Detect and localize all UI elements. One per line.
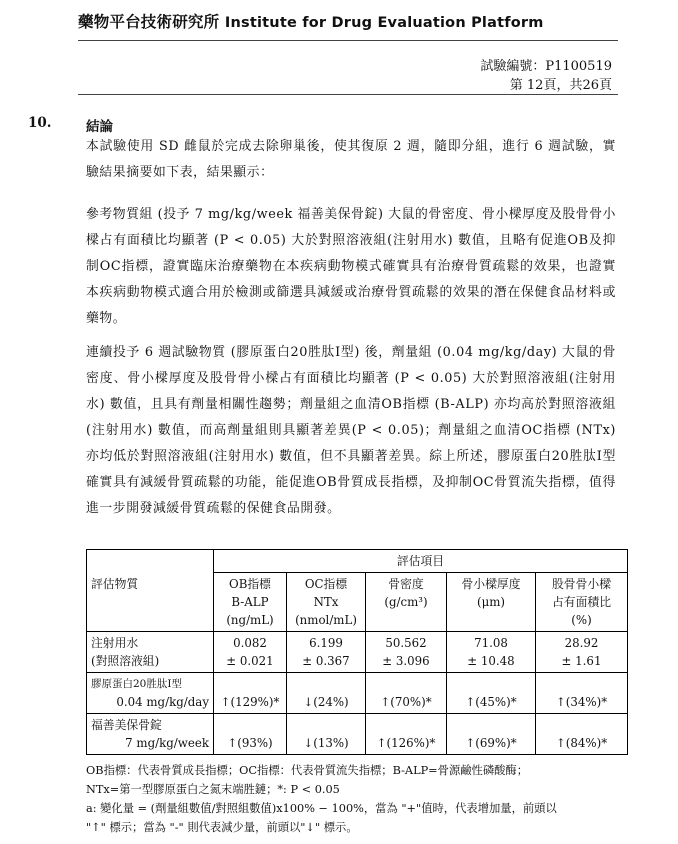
footnote-line: NTx=第一型膠原蛋白之氮末端胜鏈；*: P < 0.05: [86, 783, 340, 796]
table-row-label: 注射用水 (對照溶液組): [87, 632, 214, 673]
table-cell: 6.199 ± 0.367: [287, 632, 366, 673]
table-col-header: OC指標 NTx (nmol/mL): [287, 573, 366, 632]
footnote-line: OB指標：代表骨質成長指標；OC指標：代表骨質流失指標；B-ALP=骨源鹼性磷酸酶；: [86, 764, 529, 777]
table-col-header: 股骨骨小樑 占有面積比 (%): [536, 573, 628, 632]
table-cell: 50.562 ± 3.096: [366, 632, 447, 673]
table-cell: ↓(24%): [287, 673, 366, 714]
table-row-label: 福善美保骨錠 7 mg/kg/week: [87, 714, 214, 755]
footnote-line: "↑" 標示；當為 "-" 則代表減少量，前頭以"↓" 標示。: [86, 821, 358, 834]
table-cell: ↑(129%)*: [214, 673, 287, 714]
table-cell: ↑(93%): [214, 714, 287, 755]
subheader-divider: [78, 94, 618, 95]
table-cell: ↓(13%): [287, 714, 366, 755]
paragraph-intro: 本試驗使用 SD 雌鼠於完成去除卵巢後，使其復原 2 週，隨即分組，進行 6 週試驗，實驗結果摘要如下表，結果顯示：: [86, 139, 616, 180]
results-table: [86, 549, 628, 755]
report-id: 試驗編號：P1100519: [480, 59, 612, 74]
table-cell: ↑(70%)*: [366, 673, 447, 714]
table-cell: 0.082 ± 0.021: [214, 632, 287, 673]
paragraph-reference-group: 參考物質組 (投予 7 mg/kg/week 福善美保骨錠) 大鼠的骨密度、骨小樑厚度及股骨骨小樑占有面積比均顯著 (P < 0.05) 大於對照溶液組(注射用水) 數值，且略有促進OB及抑制OC指標，證實臨床治療藥物在本疾病動物模式確實具有治療骨質疏鬆的效果，也證實本疾病動物模式適合用於檢測或篩選具減緩或治療骨質疏鬆的效果的潛在保健食品材料或藥物。: [86, 207, 616, 326]
footnote-line: a: 變化量 = (劑量組數值/對照組數值)x100% − 100%，當為 "+"值時，代表增加量，前頭以: [86, 802, 557, 815]
section-number: 10.: [28, 115, 52, 131]
table-row-label: 膠原蛋白20胜肽I型 0.04 mg/kg/day: [87, 673, 214, 714]
table-row: [87, 632, 628, 673]
table-row-header: 評估物質: [87, 573, 214, 632]
table-corner-cell: [87, 550, 214, 573]
table-cell: ↑(45%)*: [447, 673, 536, 714]
table-group-row: [87, 550, 628, 573]
table-cell: 71.08 ± 10.48: [447, 632, 536, 673]
table-cell: ↑(84%)*: [536, 714, 628, 755]
table-cell: 28.92 ± 1.61: [536, 632, 628, 673]
table-row: [87, 673, 628, 714]
table-footnotes: [86, 761, 626, 837]
institute-title-zh: 藥物平台技術研究所: [78, 12, 220, 31]
page-header: [78, 10, 618, 32]
institute-title-en: Institute for Drug Evaluation Platform: [224, 15, 544, 31]
table-cell: ↑(34%)*: [536, 673, 628, 714]
page-number: 第 12頁，共26頁: [509, 78, 612, 93]
table-cell: ↑(69%)*: [447, 714, 536, 755]
table-col-header: 骨密度 (g/cm³): [366, 573, 447, 632]
header-divider: [78, 40, 618, 41]
table-col-header: OB指標 B-ALP (ng/mL): [214, 573, 287, 632]
institute-title: [78, 12, 544, 31]
section-title: 結論: [86, 119, 113, 135]
paragraph-test-group: 連續投予 6 週試驗物質 (膠原蛋白20胜肽I型) 後，劑量組 (0.04 mg/kg/day) 大鼠的骨密度、骨小樑厚度及股骨骨小樑占有面積比均顯著 (P < 0.05) 大於對照溶液組(注射用水) 數值，且具有劑量相關性趨勢；劑量組之血清OB指標 (B-ALP) 亦均高於對照溶液組(注射用水) 數值，而高劑量組則具顯著差異(P < 0.05)；劑量組之血清OC指標 (NTx) 亦均低於對照溶液組(注射用水) 數值，但不具顯著差異。綜上所述，膠原蛋白20胜肽I型確實具有減緩骨質疏鬆的功能，能促進OB骨質成長指標，及抑制OC骨質流失指標，值得進一步開發減緩骨質疏鬆的保健食品開發。: [86, 345, 616, 516]
table-group-header: 評估項目: [214, 550, 628, 573]
table-header-row: [87, 573, 628, 632]
table-col-header: 骨小樑厚度 (μm): [447, 573, 536, 632]
table-cell: ↑(126%)*: [366, 714, 447, 755]
table-row: [87, 714, 628, 755]
